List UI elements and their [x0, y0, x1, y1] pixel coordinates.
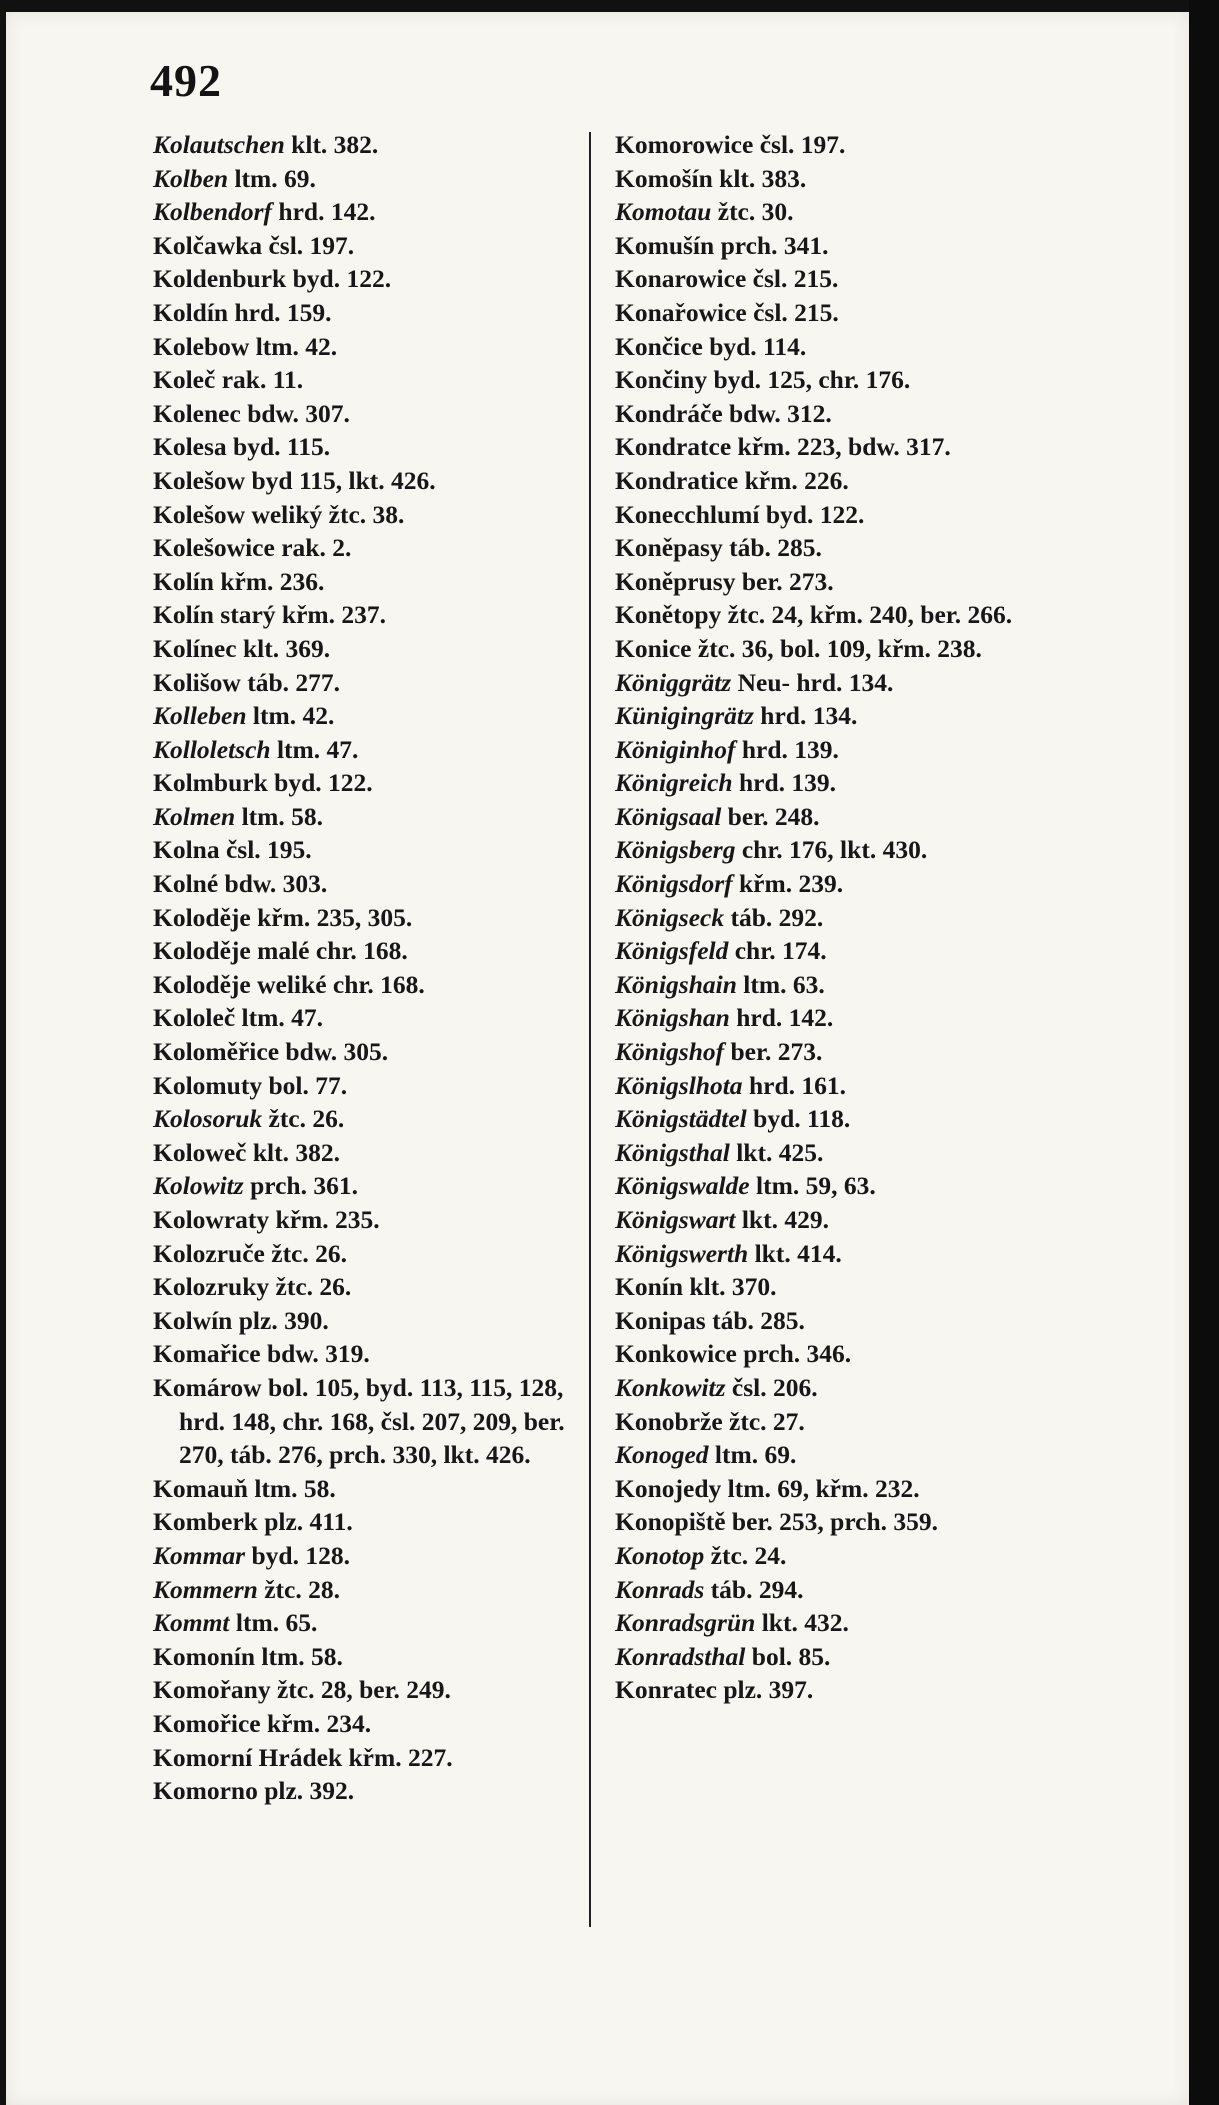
index-entry: [153, 565, 583, 599]
entry-term: Königswerth: [615, 1238, 749, 1268]
entry-references: křm. 234.: [260, 1708, 372, 1738]
entry-term: Königseck: [615, 902, 725, 932]
entry-term: Königswart: [615, 1205, 736, 1234]
index-entry: [615, 531, 1045, 565]
entry-references: byd. 122.: [267, 768, 373, 798]
book-page: [6, 12, 1189, 2105]
index-entry: [153, 1673, 583, 1707]
entry-term: Kolben: [153, 163, 229, 193]
entry-term: Kommern: [153, 1574, 258, 1604]
entry-references: ltm. 47.: [270, 734, 359, 764]
entry-term: Kolbendorf: [153, 197, 273, 227]
entry-term: Kondráče: [615, 398, 723, 428]
entry-references: klt. 370.: [683, 1272, 777, 1302]
index-entry: [615, 565, 1045, 599]
entry-references: chr. 176, lkt. 430.: [735, 835, 928, 865]
entry-term: Kolešow weliký: [153, 499, 323, 529]
index-entry: [153, 733, 583, 767]
entry-references: žtc. 28.: [257, 1574, 340, 1604]
entry-term: Kolešow: [153, 465, 246, 495]
entry-term: Konarowice: [615, 264, 747, 294]
index-entry: [153, 464, 583, 498]
index-entry: [615, 1371, 1045, 1405]
entry-term: Königreich: [615, 768, 733, 798]
entry-term: Koloweč: [153, 1137, 247, 1167]
entry-references: ltm. 58.: [247, 1473, 336, 1503]
entry-term: Königswalde: [615, 1171, 750, 1201]
entry-term: Konobrže: [615, 1406, 723, 1436]
entry-term: Kolínec: [153, 633, 237, 663]
entry-term: Komberk: [153, 1507, 258, 1537]
index-entry: [615, 397, 1045, 431]
entry-references: byd. 122.: [286, 264, 392, 294]
index-entry: [153, 1707, 583, 1741]
index-entry: [615, 229, 1045, 263]
index-entry: [153, 666, 583, 700]
index-entry: [153, 498, 583, 532]
entry-references: byd. 115.: [226, 432, 331, 462]
index-entry: [615, 1069, 1045, 1103]
index-entry: [153, 1606, 583, 1640]
entry-references: čsl. 195.: [219, 835, 312, 865]
index-entry: [153, 330, 583, 364]
entry-term: Koloděje: [153, 902, 251, 932]
index-entry: [615, 1405, 1045, 1439]
entry-references: žtc. 26.: [269, 1272, 352, 1302]
entry-term: Kolenec: [153, 398, 241, 428]
entry-references: lkt. 429.: [735, 1205, 829, 1234]
entry-term: Kolozruče: [153, 1238, 265, 1268]
entry-term: Konoged: [615, 1440, 709, 1470]
index-entry: [615, 1237, 1045, 1271]
index-entry: [153, 262, 583, 296]
index-entry: [615, 901, 1045, 935]
entry-references: plz. 392.: [257, 1776, 355, 1806]
entry-references: klt. 382.: [284, 130, 379, 159]
entry-references: bdw. 312.: [722, 398, 832, 428]
entry-references: ber. 273.: [724, 1037, 823, 1067]
entry-term: Komařice: [153, 1339, 261, 1369]
entry-term: Kolloletsch: [153, 734, 271, 764]
entry-references: křm. 239.: [732, 869, 844, 899]
entry-term: Kolomuty: [153, 1070, 263, 1100]
index-entry: [153, 1304, 583, 1338]
index-entry: [615, 632, 1045, 666]
entry-references: táb. 294.: [704, 1574, 804, 1604]
entry-term: Kolmburk: [153, 768, 268, 798]
entry-references: čsl. 215.: [746, 264, 839, 294]
column-divider: [589, 132, 591, 1927]
entry-term: Konín: [615, 1272, 684, 1302]
entry-references: prch. 346.: [736, 1339, 852, 1369]
index-entry: [153, 1169, 583, 1203]
entry-term: Kolišow: [153, 667, 241, 697]
index-entry: [615, 1169, 1045, 1203]
index-entry: [615, 464, 1045, 498]
index-entry: [615, 262, 1045, 296]
entry-term: Končiny: [615, 365, 708, 395]
entry-term: Kolné: [153, 869, 219, 899]
entry-references: byd. 122.: [759, 499, 865, 529]
entry-term: Konotop: [615, 1540, 705, 1570]
index-entry: [153, 800, 583, 834]
entry-term: Kolna: [153, 835, 220, 865]
entry-references: klt. 369.: [236, 633, 331, 663]
entry-references: byd. 128.: [245, 1540, 350, 1570]
index-entry: [153, 1774, 583, 1808]
index-entry: [153, 1136, 583, 1170]
entry-references: plz. 390.: [232, 1305, 329, 1335]
index-entry: [615, 968, 1045, 1002]
index-entry: [153, 430, 583, 464]
entry-term: Konojedy: [615, 1473, 722, 1503]
entry-term: Konkowitz: [615, 1372, 726, 1402]
entry-references: žtc. 26.: [262, 1104, 345, 1134]
entry-references: byd. 125, chr. 176.: [707, 365, 911, 395]
index-entry: [153, 1472, 583, 1506]
entry-references: ltm. 65.: [229, 1608, 318, 1638]
entry-references: chr. 168.: [309, 936, 408, 966]
entry-term: Kondratice: [615, 465, 739, 495]
entry-references: křm. 235.: [269, 1205, 380, 1234]
index-entry: [615, 1304, 1045, 1338]
index-entry: [615, 1539, 1045, 1573]
entry-references: bol. 77.: [262, 1070, 348, 1100]
entry-term: Konětopy: [615, 600, 722, 630]
entry-references: křm. 236.: [213, 566, 325, 596]
index-entry: [153, 363, 583, 397]
index-entry: [615, 1573, 1045, 1607]
index-entry: [615, 598, 1045, 632]
entry-references: ltm. 69.: [228, 163, 316, 193]
index-entry: [615, 766, 1045, 800]
index-entry: [615, 1640, 1045, 1674]
index-entry: [615, 1606, 1045, 1640]
entry-term: Konipas: [615, 1305, 706, 1335]
entry-references: hrd. 142.: [729, 1003, 834, 1033]
entry-term: Kolleben: [153, 701, 247, 731]
entry-term: Kolesa: [153, 432, 227, 462]
entry-references: lkt. 425.: [729, 1137, 824, 1167]
entry-term: Königsfeld: [615, 936, 729, 966]
index-entry: [615, 934, 1045, 968]
index-entry: [153, 1035, 583, 1069]
entry-term: Konice: [615, 633, 692, 663]
index-entry: [615, 1001, 1045, 1035]
entry-references: prch. 361.: [243, 1171, 358, 1201]
index-entry: [615, 195, 1045, 229]
entry-term: Kondratce: [615, 432, 732, 462]
entry-term: Künigingrätz: [615, 701, 754, 731]
entry-references: hrd. 139.: [735, 734, 839, 764]
index-entry: [153, 1203, 583, 1237]
index-entry: [153, 1505, 583, 1539]
index-entry: [153, 1573, 583, 1607]
entry-term: Kolowraty: [153, 1205, 270, 1234]
entry-term: Konrads: [615, 1574, 705, 1604]
index-entry: [153, 1371, 583, 1472]
entry-references: plz. 411.: [257, 1507, 353, 1537]
entry-term: Konecchlumí: [615, 499, 760, 529]
index-entry: [153, 1001, 583, 1035]
entry-references: ber. 248.: [721, 801, 820, 831]
index-entry: [615, 498, 1045, 532]
entry-references: čsl. 215.: [746, 297, 839, 327]
index-entry: [153, 195, 583, 229]
entry-references: ber. 253, prch. 359.: [725, 1507, 939, 1537]
entry-references: ber. 273.: [735, 566, 834, 596]
index-entry: [615, 1505, 1045, 1539]
entry-term: Konradsgrün: [615, 1608, 756, 1638]
index-entry: [615, 733, 1045, 767]
entry-term: Königstädtel: [615, 1104, 747, 1134]
entry-references: hrd. 134.: [753, 701, 858, 731]
index-entry: [153, 296, 583, 330]
entry-references: klt. 382.: [246, 1137, 340, 1167]
index-entry: [615, 430, 1045, 464]
entry-term: Königshain: [615, 969, 737, 999]
index-entry: [153, 968, 583, 1002]
entry-term: Kolowitz: [153, 1171, 244, 1201]
entry-term: Kommt: [153, 1608, 230, 1638]
entry-term: Komorno: [153, 1776, 258, 1806]
entry-term: Komonín: [153, 1641, 256, 1671]
entry-references: rak. 11.: [215, 365, 304, 395]
entry-references: lkt. 432.: [755, 1608, 849, 1638]
index-entry: [153, 162, 583, 196]
index-entry: [615, 699, 1045, 733]
entry-references: bdw. 303.: [218, 869, 328, 899]
index-entry: [615, 330, 1045, 364]
entry-references: hrd. 159.: [228, 297, 332, 327]
index-entry: [153, 1069, 583, 1103]
index-entry: [615, 1438, 1045, 1472]
entry-references: čsl. 197.: [262, 230, 355, 260]
entry-term: Kolozruky: [153, 1272, 270, 1302]
entry-references: ltm. 63.: [736, 969, 825, 999]
entry-references: ltm. 42.: [246, 701, 335, 731]
entry-term: Konařowice: [615, 297, 747, 327]
entry-references: žtc. 24.: [704, 1540, 787, 1570]
entry-references: křm. 237.: [275, 600, 387, 630]
entry-references: bol. 85.: [745, 1641, 831, 1671]
index-entry: [615, 666, 1045, 700]
index-entry: [615, 162, 1045, 196]
entry-references: klt. 383.: [712, 163, 807, 193]
entry-term: Komorní Hrádek: [153, 1742, 343, 1772]
entry-term: Kolmen: [153, 801, 236, 831]
entry-term: Kolosoruk: [153, 1104, 263, 1134]
entry-references: hrd. 139.: [732, 768, 837, 798]
index-entry: [153, 531, 583, 565]
entry-references: hrd. 142.: [272, 197, 376, 227]
entry-references: plz. 397.: [716, 1675, 814, 1705]
index-entry: [153, 867, 583, 901]
index-entry: [153, 1640, 583, 1674]
entry-references: táb. 277.: [240, 667, 341, 697]
entry-references: bdw. 307.: [240, 398, 350, 428]
entry-term: Komotau: [615, 197, 712, 227]
entry-references: žtc. 26.: [264, 1238, 348, 1268]
index-entry: [153, 934, 583, 968]
entry-references: bol. 105, byd. 113, 115, 128, hrd. 148, chr. 168, čsl. 207, 209, ber. 270, táb. 276, prch. 330, lkt. 426.: [179, 1372, 565, 1470]
left-index-column: [153, 128, 583, 1808]
index-entry: [615, 1270, 1045, 1304]
entry-term: Koldín: [153, 297, 229, 327]
scan-edge: [1189, 0, 1219, 2105]
entry-term: Koldenburk: [153, 264, 287, 294]
entry-term: Kolčawka: [153, 230, 263, 260]
index-entry: [153, 598, 583, 632]
index-entry: [153, 901, 583, 935]
entry-references: žtc. 28, ber. 249.: [270, 1675, 451, 1705]
entry-term: Kolautschen: [153, 130, 285, 159]
index-entry: [153, 128, 583, 162]
right-index-column: [615, 128, 1045, 1707]
entry-term: Koněpasy: [615, 533, 723, 563]
entry-term: Kolwín: [153, 1305, 233, 1335]
index-entry: [615, 1673, 1045, 1707]
entry-references: žtc. 24, křm. 240, ber. 266.: [721, 600, 1013, 630]
entry-term: Königsberg: [615, 835, 736, 865]
entry-references: ltm. 69, křm. 232.: [721, 1473, 920, 1503]
entry-references: žtc. 27.: [722, 1406, 805, 1436]
entry-references: žtc. 38.: [322, 499, 405, 529]
entry-term: Koleč: [153, 365, 216, 395]
index-entry: [615, 1203, 1045, 1237]
index-entry: [153, 229, 583, 263]
page-number: 492: [150, 55, 222, 106]
entry-references: hrd. 161.: [742, 1070, 846, 1100]
entry-term: Koněprusy: [615, 566, 736, 596]
entry-references: byd. 118.: [746, 1104, 851, 1134]
entry-references: křm. 227.: [342, 1742, 453, 1772]
index-entry: [153, 1270, 583, 1304]
index-entry: [153, 1237, 583, 1271]
entry-term: Komárow: [153, 1372, 262, 1402]
entry-references: rak. 2.: [274, 533, 352, 563]
index-entry: [153, 766, 583, 800]
entry-references: ltm. 47.: [235, 1003, 323, 1033]
entry-references: chr. 168.: [326, 969, 425, 999]
entry-term: Königgrätz: [615, 667, 732, 697]
entry-term: Komošín: [615, 163, 713, 193]
entry-term: Končice: [615, 331, 703, 361]
entry-references: táb. 285.: [705, 1305, 805, 1335]
entry-references: chr. 174.: [728, 936, 827, 966]
index-entry: [615, 800, 1045, 834]
entry-term: Königinhof: [615, 734, 736, 764]
entry-references: čsl. 197.: [753, 130, 846, 159]
entry-term: Königshan: [615, 1003, 730, 1033]
index-entry: [615, 833, 1045, 867]
entry-references: ltm. 59, 63.: [749, 1171, 876, 1201]
entry-term: Komauň: [153, 1473, 248, 1503]
entry-term: Komořice: [153, 1708, 261, 1738]
index-entry: [615, 1337, 1045, 1371]
index-entry: [153, 833, 583, 867]
entry-references: byd 115, lkt. 426.: [245, 465, 436, 495]
index-entry: [153, 1102, 583, 1136]
entry-term: Konkowice: [615, 1339, 737, 1369]
entry-references: žtc. 36, bol. 109, křm. 238.: [691, 633, 982, 663]
index-entry: [615, 1136, 1045, 1170]
index-entry: [153, 1337, 583, 1371]
index-entry: [153, 1741, 583, 1775]
entry-term: Kololeč: [153, 1003, 236, 1033]
entry-references: křm. 223, bdw. 317.: [731, 432, 951, 462]
entry-references: byd. 114.: [702, 331, 807, 361]
entry-term: Konratec: [615, 1675, 717, 1705]
entry-term: Kolebow: [153, 331, 250, 361]
index-entry: [153, 699, 583, 733]
entry-term: Komušín: [615, 230, 715, 260]
entry-references: Neu- hrd. 134.: [731, 667, 894, 697]
entry-term: Komořany: [153, 1675, 271, 1705]
entry-term: Koloměřice: [153, 1037, 280, 1067]
entry-term: Koloděje malé: [153, 936, 310, 966]
index-entry: [153, 632, 583, 666]
entry-references: žtc. 30.: [711, 197, 794, 227]
entry-references: bdw. 305.: [279, 1037, 389, 1067]
entry-term: Kolešowice: [153, 533, 275, 563]
index-entry: [615, 296, 1045, 330]
entry-references: čsl. 206.: [725, 1372, 818, 1402]
entry-term: Konopiště: [615, 1507, 726, 1537]
entry-references: ltm. 42.: [249, 331, 338, 361]
entry-references: ltm. 69.: [708, 1440, 797, 1470]
index-entry: [615, 128, 1045, 162]
entry-references: bdw. 319.: [260, 1339, 370, 1369]
index-entry: [153, 397, 583, 431]
entry-term: Königsthal: [615, 1137, 730, 1167]
entry-term: Kolín starý: [153, 600, 276, 630]
index-entry: [615, 867, 1045, 901]
entry-references: prch. 341.: [714, 230, 829, 260]
entry-references: ltm. 58.: [235, 801, 324, 831]
entry-term: Kolín: [153, 566, 214, 596]
index-entry: [615, 363, 1045, 397]
entry-term: Königshof: [615, 1037, 725, 1067]
entry-term: Königslhota: [615, 1070, 743, 1100]
entry-references: křm. 226.: [738, 465, 849, 495]
entry-references: táb. 285.: [722, 533, 822, 563]
entry-references: křm. 235, 305.: [250, 902, 413, 932]
entry-references: lkt. 414.: [748, 1238, 842, 1268]
entry-term: Konradsthal: [615, 1641, 746, 1671]
index-entry: [615, 1035, 1045, 1069]
entry-references: ltm. 58.: [255, 1641, 343, 1671]
entry-references: táb. 292.: [724, 902, 824, 932]
entry-term: Koloděje weliké: [153, 969, 327, 999]
entry-term: Königsaal: [615, 801, 722, 831]
entry-term: Königsdorf: [615, 869, 733, 899]
index-entry: [615, 1102, 1045, 1136]
entry-term: Komorowice: [615, 130, 754, 159]
index-entry: [153, 1539, 583, 1573]
index-entry: [615, 1472, 1045, 1506]
entry-term: Kommar: [153, 1540, 246, 1570]
